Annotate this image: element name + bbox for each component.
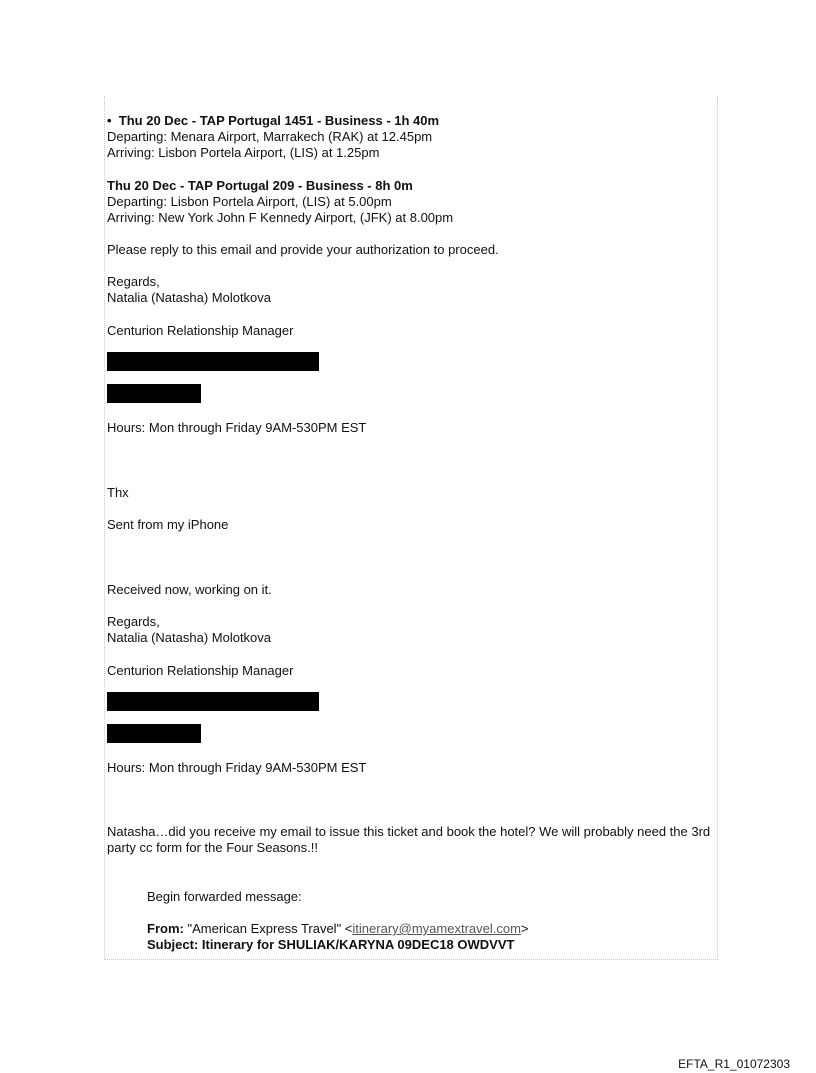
forwarded-subject <box>147 937 514 953</box>
bullet: • <box>107 113 112 128</box>
signature1-role: Centurion Relationship Manager <box>107 323 294 338</box>
redaction-bar <box>107 724 201 743</box>
from-label: From: <box>147 921 184 936</box>
signature1-name: Natalia (Natasha) Molotkova <box>107 290 272 305</box>
flight2-departing: Departing: Lisbon Portela Airport, (LIS) at 5.00pm <box>107 194 392 209</box>
from-close: > <box>520 921 529 936</box>
signature2-regards: Regards, <box>107 614 160 629</box>
sent-from: Sent from my iPhone <box>107 517 229 532</box>
signature1-regards: Regards, <box>107 274 160 289</box>
redaction-bar <box>107 384 201 403</box>
flight1-title <box>107 113 439 129</box>
flight1-departing: Departing: Menara Airport, Marrakech (RAK) at 12.45pm <box>107 129 433 144</box>
redaction-bar <box>107 692 319 711</box>
subject-value: Itinerary for SHULIAK/KARYNA 09DEC18 OWDVVT <box>201 937 515 952</box>
signature2-name: Natalia (Natasha) Molotkova <box>107 630 272 645</box>
redaction-bar <box>107 352 319 371</box>
forwarded-from <box>147 921 529 937</box>
signature2-role: Centurion Relationship Manager <box>107 663 294 678</box>
flight2-arriving: Arriving: New York John F Kennedy Airport, (JFK) at 8.00pm <box>107 210 454 225</box>
forwarded-intro: Begin forwarded message: <box>147 889 302 904</box>
reply-thx: Thx <box>107 485 129 500</box>
subject-label: Subject: <box>147 937 199 952</box>
from-name: "American Express Travel" < <box>187 921 353 936</box>
flight1-title-text: Thu 20 Dec - TAP Portugal 1451 - Business - 1h 40m <box>118 113 440 128</box>
flight1-arriving: Arriving: Lisbon Portela Airport, (LIS) at 1.25pm <box>107 145 380 160</box>
natasha-message: Natasha…did you receive my email to issue this ticket and book the hotel? We will probably need the 3rd party cc form for the Four Seasons.!! <box>107 824 711 855</box>
flight2-title: Thu 20 Dec - TAP Portugal 209 - Business - 8h 0m <box>107 178 413 193</box>
from-email-link[interactable]: itinerary@myamextravel.com <box>352 921 521 936</box>
received-message: Received now, working on it. <box>107 582 272 597</box>
document-id: EFTA_R1_01072303 <box>678 1057 790 1071</box>
signature1-hours: Hours: Mon through Friday 9AM-530PM EST <box>107 420 367 435</box>
reply-request: Please reply to this email and provide your authorization to proceed. <box>107 242 499 257</box>
signature2-hours: Hours: Mon through Friday 9AM-530PM EST <box>107 760 367 775</box>
